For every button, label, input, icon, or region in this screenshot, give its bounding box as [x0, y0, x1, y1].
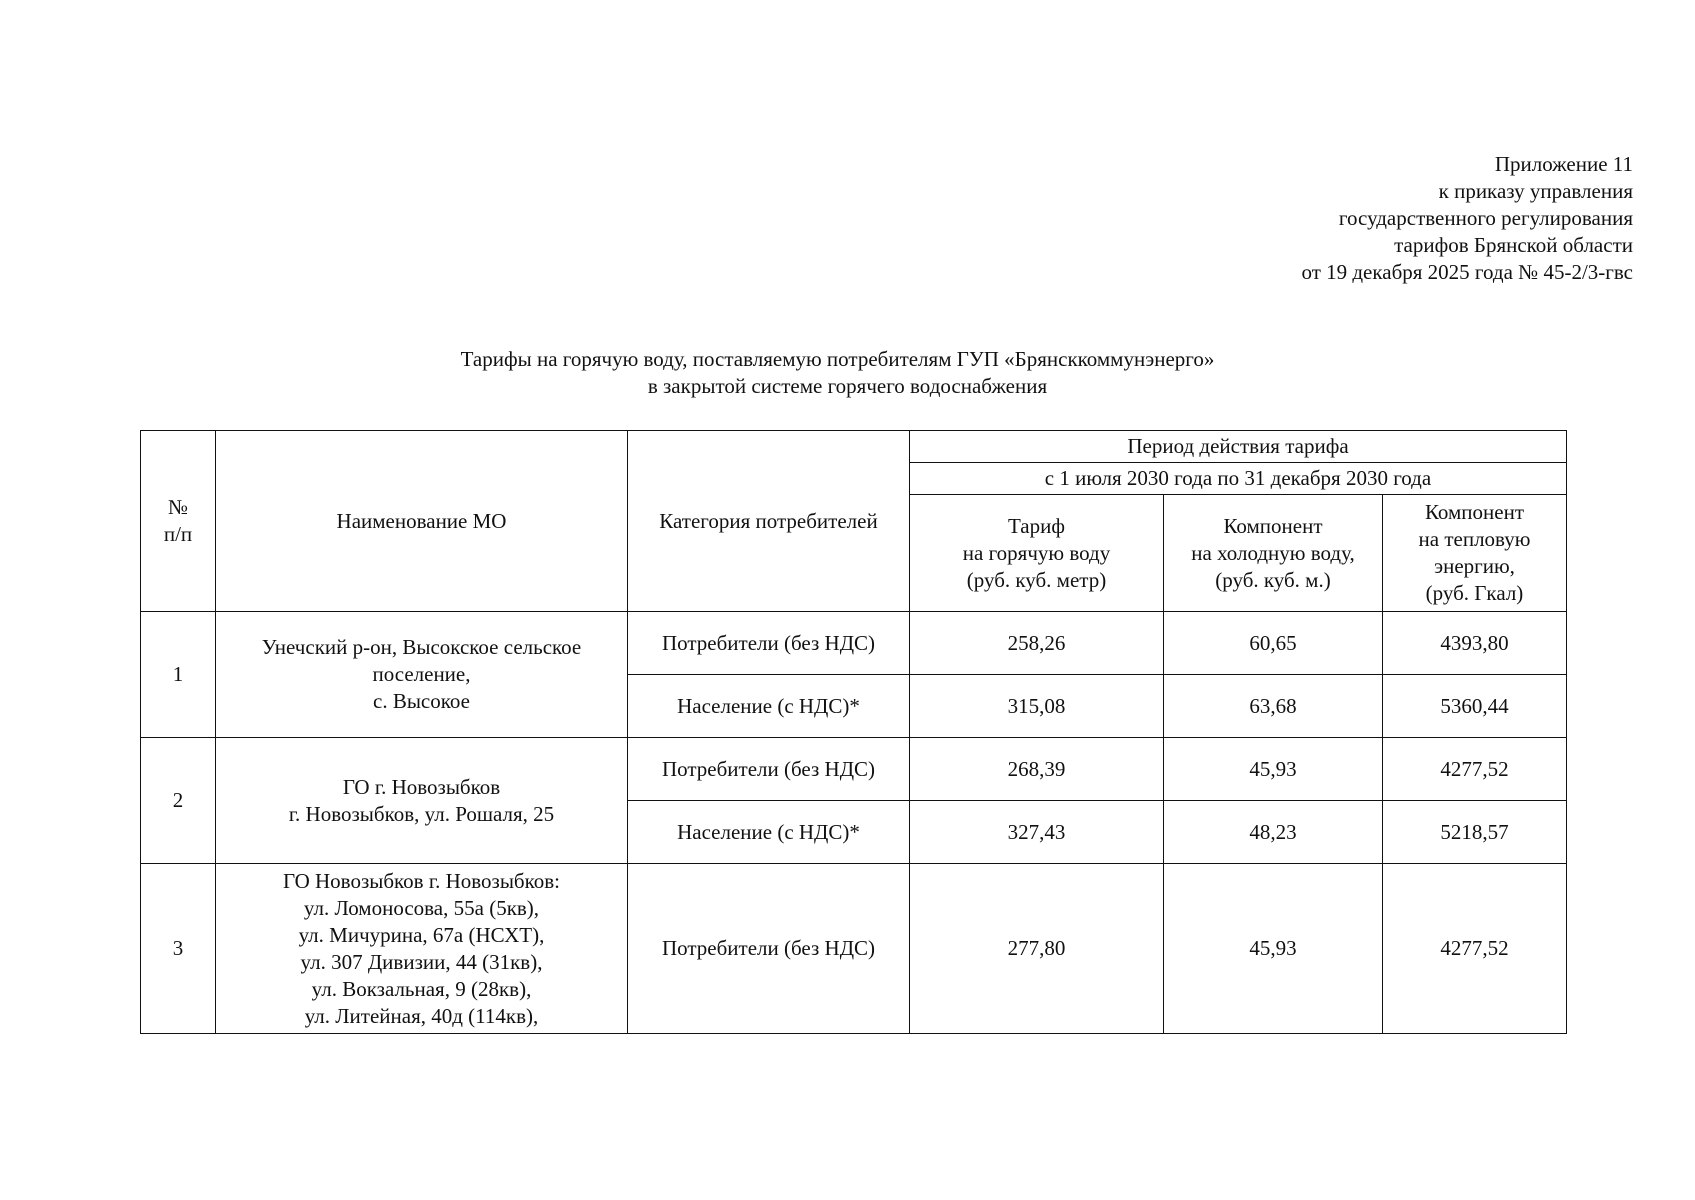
mo-name: ГО г. Новозыбков г. Новозыбков, ул. Рошаля, 25 — [216, 738, 628, 864]
header-subperiod: с 1 июля 2030 года по 31 декабря 2030 года — [910, 463, 1567, 495]
header-period: Период действия тарифа — [910, 431, 1567, 463]
cold-value: 63,68 — [1164, 675, 1383, 738]
consumer-category: Потребители (без НДС) — [628, 864, 910, 1034]
header-cold-component: Компонент на холодную воду, (руб. куб. м.) — [1164, 495, 1383, 612]
heat-value: 4277,52 — [1383, 864, 1567, 1034]
cold-value: 45,93 — [1164, 738, 1383, 801]
appendix-line: государственного регулирования — [1338, 206, 1633, 230]
table-row — [141, 864, 1567, 1034]
cold-value: 45,93 — [1164, 864, 1383, 1034]
consumer-category: Потребители (без НДС) — [628, 612, 910, 675]
appendix-line: к приказу управления — [1438, 179, 1633, 203]
consumer-category: Население (с НДС)* — [628, 801, 910, 864]
tariff-value: 277,80 — [910, 864, 1164, 1034]
row-num: 1 — [141, 612, 216, 738]
tariff-value: 315,08 — [910, 675, 1164, 738]
title-line-2: в закрытой системе горячего водоснабжения — [647, 374, 1048, 398]
appendix-block — [1301, 151, 1633, 286]
table-row — [141, 738, 1567, 801]
table-row — [141, 612, 1567, 675]
heat-value: 5218,57 — [1383, 801, 1567, 864]
consumer-category: Потребители (без НДС) — [628, 738, 910, 801]
header-tariff: Тариф на горячую воду (руб. куб. метр) — [910, 495, 1164, 612]
cold-value: 48,23 — [1164, 801, 1383, 864]
header-heat-component: Компонент на тепловую энергию, (руб. Гкал) — [1383, 495, 1567, 612]
row-num: 2 — [141, 738, 216, 864]
tariffs-table — [140, 430, 1567, 1034]
tariff-value: 258,26 — [910, 612, 1164, 675]
row-num: 3 — [141, 864, 216, 1034]
tariff-value: 327,43 — [910, 801, 1164, 864]
appendix-line: от 19 декабря 2025 года № 45-2/3-гвс — [1301, 260, 1633, 284]
header-category: Категория потребителей — [628, 431, 910, 612]
consumer-category: Население (с НДС)* — [628, 675, 910, 738]
cold-value: 60,65 — [1164, 612, 1383, 675]
document-title — [0, 346, 1695, 400]
appendix-line: Приложение 11 — [1494, 152, 1633, 176]
appendix-line: тарифов Брянской области — [1394, 233, 1633, 257]
header-num: № п/п — [141, 431, 216, 612]
mo-name: Унечский р-он, Высокское сельское поселение, с. Высокое — [216, 612, 628, 738]
mo-name: ГО Новозыбков г. Новозыбков: ул. Ломоносова, 55а (5кв), ул. Мичурина, 67а (НСХТ), ул. 307 Дивизии, 44 (31кв), ул. Вокзальная, 9 (28кв), ул. Литейная, 40д (114кв), — [216, 864, 628, 1034]
header-mo: Наименование МО — [216, 431, 628, 612]
heat-value: 4277,52 — [1383, 738, 1567, 801]
tariff-value: 268,39 — [910, 738, 1164, 801]
heat-value: 5360,44 — [1383, 675, 1567, 738]
title-line-1: Тарифы на горячую воду, поставляемую потребителям ГУП «Брянсккоммунэнерго» — [460, 347, 1215, 371]
heat-value: 4393,80 — [1383, 612, 1567, 675]
